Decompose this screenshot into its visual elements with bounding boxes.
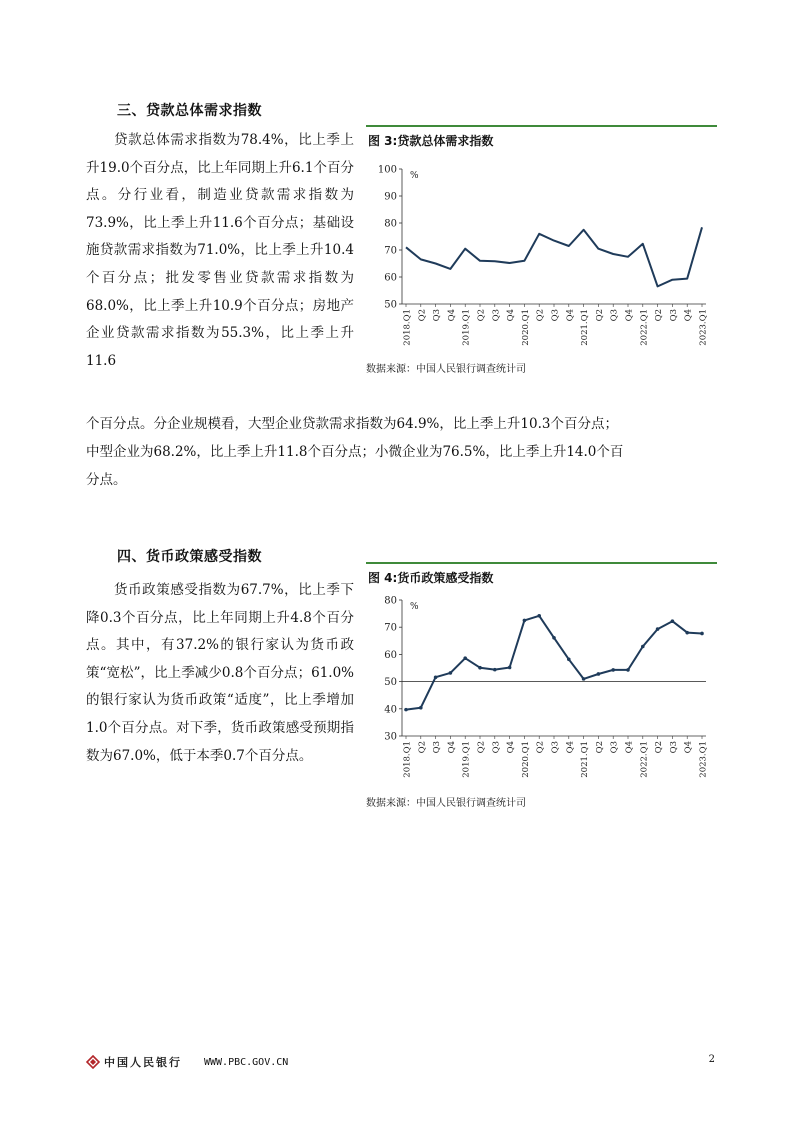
x-tick-label: Q4 xyxy=(565,741,576,754)
data-point xyxy=(582,677,586,681)
data-point xyxy=(700,632,704,636)
x-tick-label: Q3 xyxy=(609,741,620,754)
x-tick-label: 2022.Q1 xyxy=(639,741,650,778)
x-tick-label: Q2 xyxy=(594,741,605,754)
data-point xyxy=(508,666,512,670)
data-point xyxy=(656,627,660,631)
data-point xyxy=(641,645,645,649)
x-tick-label: 2021.Q1 xyxy=(580,309,591,346)
figure-title: 图 3:贷款总体需求指数 xyxy=(368,134,494,148)
x-tick-label: 2021.Q1 xyxy=(580,741,591,778)
data-point xyxy=(463,656,467,660)
page-footer xyxy=(86,1054,288,1070)
y-unit-label: % xyxy=(410,171,419,181)
data-point xyxy=(611,668,615,672)
loan-demand-chart xyxy=(366,149,717,352)
x-tick-label: 2018.Q1 xyxy=(402,309,413,346)
data-point xyxy=(567,657,571,661)
data-point xyxy=(552,636,556,640)
data-point xyxy=(493,668,497,672)
x-tick-label: 2019.Q1 xyxy=(461,309,472,346)
figure-top-rule xyxy=(366,125,717,127)
section3-paragraph-cont-2: 中型企业为68.2%，比上季上升11.8个百分点；小微企业为76.5%，比上季上升14.0个百 xyxy=(86,444,624,460)
y-tick-label: 100 xyxy=(377,164,397,176)
x-tick-label: Q4 xyxy=(624,309,635,322)
x-tick-label: 2018.Q1 xyxy=(402,741,413,778)
x-tick-label: Q2 xyxy=(535,309,546,322)
figure-title: 图 4:货币政策感受指数 xyxy=(368,571,494,585)
data-point xyxy=(478,666,482,670)
figure-loan-demand xyxy=(366,125,717,375)
x-tick-label: Q3 xyxy=(668,309,679,322)
section3-paragraph-cont-3: 分点。 xyxy=(86,472,127,488)
figure-source: 数据来源：中国人民银行调查统计司 xyxy=(366,364,526,375)
x-tick-label: 2020.Q1 xyxy=(520,309,531,346)
section3-paragraph-cont-1: 个百分点。分企业规模看，大型企业贷款需求指数为64.9%，比上季上升10.3个百分点； xyxy=(86,416,618,432)
x-tick-label: Q3 xyxy=(668,741,679,754)
y-tick-label: 90 xyxy=(384,191,397,203)
data-point xyxy=(671,619,675,623)
x-tick-label: Q3 xyxy=(491,309,502,322)
y-tick-label: 50 xyxy=(384,299,397,311)
x-tick-label: 2020.Q1 xyxy=(520,741,531,778)
x-tick-label: Q4 xyxy=(506,741,517,754)
data-point xyxy=(419,706,423,710)
x-tick-label: Q3 xyxy=(432,309,443,322)
x-tick-label: Q2 xyxy=(476,741,487,754)
y-tick-label: 70 xyxy=(384,245,397,257)
y-unit-label: % xyxy=(410,602,419,612)
series-line xyxy=(406,227,702,286)
data-point xyxy=(449,671,453,675)
page-number: 2 xyxy=(708,1054,715,1065)
section-heading-loan-demand: 三、贷款总体需求指数 xyxy=(117,103,262,119)
x-tick-label: 2019.Q1 xyxy=(461,741,472,778)
pbc-logo-icon xyxy=(86,1055,100,1069)
figure-monetary-policy xyxy=(366,562,717,809)
x-tick-label: 2023.Q1 xyxy=(698,741,709,778)
y-tick-label: 60 xyxy=(384,649,397,661)
x-tick-label: Q4 xyxy=(446,741,457,754)
x-tick-label: Q2 xyxy=(594,309,605,322)
figure-source: 数据来源：中国人民银行调查统计司 xyxy=(366,798,526,809)
section-heading-monetary-policy: 四、货币政策感受指数 xyxy=(117,549,262,565)
bank-name: 中国人民银行 xyxy=(104,1056,182,1069)
x-tick-label: Q3 xyxy=(432,741,443,754)
x-tick-label: Q3 xyxy=(609,309,620,322)
data-point xyxy=(597,672,601,676)
x-tick-label: Q4 xyxy=(683,309,694,322)
section3-paragraph: 贷款总体需求指数为78.4%，比上季上升19.0个百分点，比上年同期上升6.1个百分点。分行业看，制造业贷款需求指数为73.9%，比上季上升11.6个百分点；基础设施贷款需求指数为71.0%，比上季上升10.4个百分点；批发零售业贷款需求指数为68.0%，比上季上升10.9个百分点；房地产企业贷款需求指数为55.3%，比上季上升11.6 xyxy=(86,132,354,369)
data-point xyxy=(537,614,541,618)
monetary-policy-chart xyxy=(366,586,717,786)
x-tick-label: Q3 xyxy=(550,309,561,322)
y-tick-label: 80 xyxy=(384,595,397,607)
y-tick-label: 70 xyxy=(384,622,397,634)
website-link[interactable]: WWW.PBC.GOV.CN xyxy=(204,1056,289,1068)
x-tick-label: Q3 xyxy=(550,741,561,754)
x-tick-label: Q2 xyxy=(535,741,546,754)
x-tick-label: Q2 xyxy=(654,741,665,754)
x-tick-label: Q3 xyxy=(491,741,502,754)
x-tick-label: Q2 xyxy=(417,309,428,322)
x-tick-label: 2023.Q1 xyxy=(698,309,709,346)
x-tick-label: Q4 xyxy=(683,741,694,754)
data-point xyxy=(685,631,689,635)
x-tick-label: Q4 xyxy=(446,309,457,322)
y-tick-label: 50 xyxy=(384,677,397,689)
data-point xyxy=(434,675,438,679)
y-tick-label: 30 xyxy=(384,731,397,743)
y-tick-label: 80 xyxy=(384,218,397,230)
x-tick-label: Q4 xyxy=(565,309,576,322)
x-tick-label: Q2 xyxy=(476,309,487,322)
data-point xyxy=(404,708,408,712)
section4-paragraph: 货币政策感受指数为67.7%，比上季下降0.3个百分点，比上年同期上升4.8个百分点。其中，有37.2%的银行家认为货币政策“宽松”，比上季减少0.8个百分点；61.0%的银行家认为货币政策“适度”，比上季增加1.0个百分点。对下季，货币政策感受预期指数为67.0%，低于本季0.7个百分点。 xyxy=(86,582,354,764)
y-tick-label: 40 xyxy=(384,704,397,716)
y-tick-label: 60 xyxy=(384,272,397,284)
x-tick-label: Q4 xyxy=(624,741,635,754)
x-tick-label: Q4 xyxy=(506,309,517,322)
data-point xyxy=(523,619,527,623)
data-point xyxy=(626,668,630,672)
x-tick-label: 2022.Q1 xyxy=(639,309,650,346)
x-tick-label: Q2 xyxy=(654,309,665,322)
x-tick-label: Q2 xyxy=(417,741,428,754)
figure-top-rule xyxy=(366,562,717,564)
